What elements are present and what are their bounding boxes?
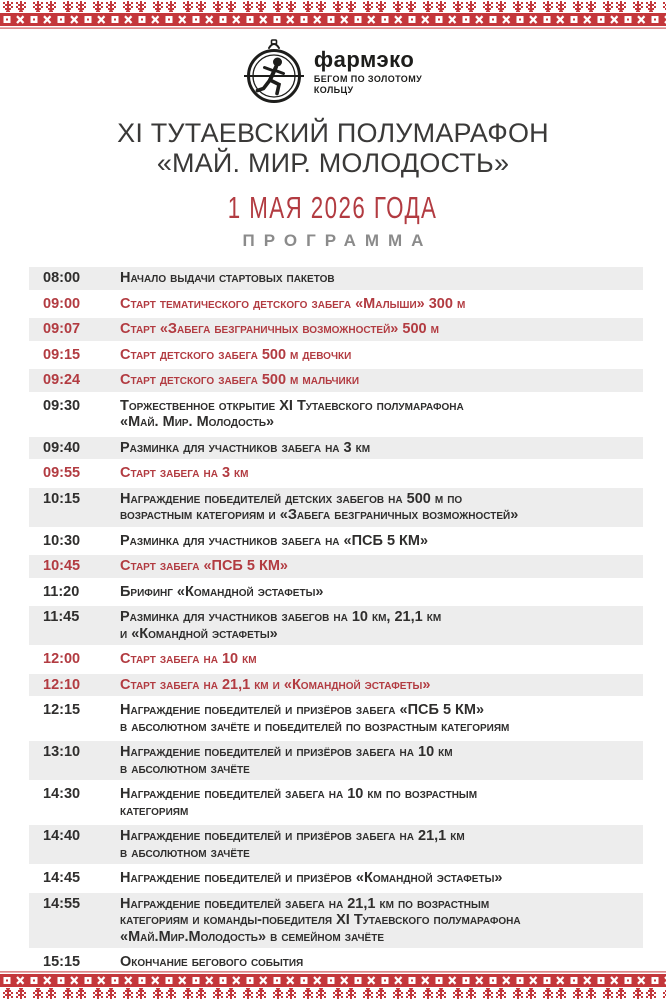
schedule-row [29, 344, 643, 367]
schedule-description-line: Награждение победителей забега на 21,1 км по возрастным [120, 895, 490, 912]
schedule-row [29, 867, 643, 890]
schedule-row [29, 369, 643, 392]
schedule-list [29, 267, 643, 974]
schedule-time: 14:45 [43, 870, 81, 886]
schedule-row [29, 581, 643, 604]
event-title-line1: XI ТУТАЕВСКИЙ ПОЛУМАРАФОН [117, 118, 549, 148]
schedule-description-line: и «Командной эстафеты» [120, 625, 278, 642]
schedule-row [29, 530, 643, 553]
schedule-description-line: Старт «Забега безграничных возможностей» 500 м [120, 321, 439, 337]
schedule-time: 12:15 [43, 702, 81, 718]
ornament-border-top [0, 0, 666, 29]
schedule-description [120, 870, 643, 887]
schedule-row [29, 462, 643, 485]
logo-tagline-line1: БЕГОМ ПО ЗОЛОТОМУ [313, 73, 423, 84]
schedule-row [29, 674, 643, 697]
schedule-description-line: Разминка для участников забега на 3 км [120, 439, 371, 456]
schedule-time: 13:10 [43, 744, 81, 760]
schedule-description-line: Награждение победителей и призёров «Командной эстафеты» [120, 870, 503, 886]
embroidery-pattern-icon [0, 0, 666, 29]
schedule-time: 14:40 [43, 828, 81, 844]
schedule-description [120, 398, 643, 431]
schedule-description-line: Торжественное открытие XI Тутаевского полумарафона [120, 397, 464, 414]
schedule-description-line: Старт тематического детского забега «Малыши» 300 м [120, 295, 466, 312]
event-title-line2: «МАЙ. МИР. МОЛОДОСТЬ» [156, 148, 510, 178]
schedule-row [29, 293, 643, 316]
schedule-time: 10:30 [43, 532, 81, 549]
schedule-description-line: в абсолютном зачёте [120, 844, 250, 861]
logo-tagline-line2: КОЛЬЦУ [313, 84, 354, 95]
schedule-description-line: Награждение победителей и призёров забега на 21,1 км [120, 828, 465, 844]
schedule-description [120, 558, 643, 575]
schedule-row [29, 783, 643, 822]
schedule-time: 10:45 [43, 558, 81, 574]
schedule-description-line: Старт забега «ПСБ 5 КМ» [120, 558, 288, 574]
schedule-time: 11:20 [43, 583, 80, 600]
schedule-row [29, 318, 643, 341]
schedule-description-line: Старт детского забега 500 м девочки [120, 346, 352, 363]
schedule-description-line: Начало выдачи стартовых пакетов [120, 270, 335, 286]
schedule-description-line: Разминка для участников забегов на 10 км, 21,1 км [120, 609, 442, 625]
schedule-description-line: Старт забега на 10 км [120, 651, 257, 667]
embroidery-pattern-icon [0, 971, 666, 1000]
schedule-description [120, 491, 643, 524]
runner-medal-icon [244, 38, 304, 106]
schedule-description-line: Награждение победителей и призёров забега на 10 км [120, 744, 453, 760]
schedule-time: 11:45 [43, 609, 80, 625]
event-date-wrap [0, 190, 666, 225]
schedule-description [120, 828, 643, 861]
schedule-description-line: «Май. Мир. Молодость» [120, 414, 275, 430]
schedule-description [120, 651, 643, 668]
schedule-description-line: категориям [120, 802, 189, 819]
event-title [0, 118, 666, 178]
schedule-description [120, 296, 643, 313]
schedule-time: 15:15 [43, 954, 81, 970]
schedule-description [120, 440, 643, 457]
schedule-time: 12:10 [43, 676, 81, 693]
schedule-description-line: Разминка для участников забега на «ПСБ 5 КМ» [120, 532, 429, 549]
schedule-description [120, 347, 643, 364]
schedule-description [120, 677, 643, 694]
schedule-time: 09:24 [43, 372, 81, 388]
schedule-description-line: Брифинг «Командной эстафеты» [120, 583, 324, 600]
schedule-description-line: Награждение победителей и призёров забега «ПСБ 5 КМ» [120, 702, 485, 718]
schedule-description [120, 465, 643, 482]
schedule-description [120, 321, 643, 338]
schedule-time: 09:55 [43, 465, 81, 481]
schedule-time: 14:30 [43, 786, 81, 802]
schedule-description [120, 702, 643, 735]
schedule-time: 09:30 [43, 397, 81, 414]
logo-brand: фармэко [313, 46, 415, 72]
schedule-description-line: в абсолютном зачёте и победителей по возрастным категориям [120, 718, 510, 735]
schedule-time: 12:00 [43, 651, 81, 667]
schedule-description [120, 954, 643, 971]
schedule-row [29, 699, 643, 738]
schedule-row [29, 555, 643, 578]
schedule-description-line: Старт забега на 21,1 км и «Командной эстафеты» [120, 676, 431, 693]
schedule-time: 08:00 [43, 270, 81, 286]
schedule-description-line: «Май.Мир.Молодость» в семейном зачёте [120, 928, 384, 945]
schedule-row [29, 267, 643, 290]
schedule-description-line: Окончание бегового события [120, 954, 304, 970]
schedule-time: 10:15 [43, 490, 81, 507]
logo-text-block [313, 46, 423, 96]
schedule-row [29, 488, 643, 527]
event-date: 1 МАЯ 2026 ГОДА [228, 190, 438, 225]
schedule-description [120, 372, 643, 389]
schedule-time: 09:15 [43, 346, 81, 363]
schedule-time: 09:07 [43, 321, 81, 337]
schedule-description-line: Старт детского забега 500 м мальчики [120, 372, 360, 388]
schedule-description [120, 744, 643, 777]
schedule-description [120, 270, 643, 287]
schedule-description-line: в абсолютном зачёте [120, 760, 250, 777]
schedule-row [29, 648, 643, 671]
program-section-label: ПРОГРАММА [242, 231, 433, 250]
schedule-description-line: Награждение победителей детских забегов на 500 м по [120, 490, 463, 507]
schedule-row [29, 825, 643, 864]
schedule-description-line: возрастным категориям и «Забега безграничных возможностей» [120, 507, 519, 523]
schedule-description [120, 896, 643, 946]
schedule-description-line: Старт забега на 3 км [120, 465, 249, 481]
schedule-description [120, 609, 643, 642]
schedule-description-line: Награждение победителей забега на 10 км по возрастным [120, 786, 478, 802]
ornament-border-bottom [0, 971, 666, 1000]
schedule-description [120, 533, 643, 550]
schedule-description-line: категориям и команды-победителя XI Тутаевского полумарафона [120, 912, 521, 928]
schedule-time: 09:00 [43, 295, 81, 312]
schedule-row [29, 437, 643, 460]
schedule-description [120, 786, 643, 819]
schedule-time: 09:40 [43, 439, 81, 456]
schedule-row [29, 741, 643, 780]
schedule-time: 14:55 [43, 895, 81, 912]
schedule-row [29, 893, 643, 949]
schedule-row [29, 606, 643, 645]
schedule-description [120, 584, 643, 601]
schedule-row [29, 395, 643, 434]
